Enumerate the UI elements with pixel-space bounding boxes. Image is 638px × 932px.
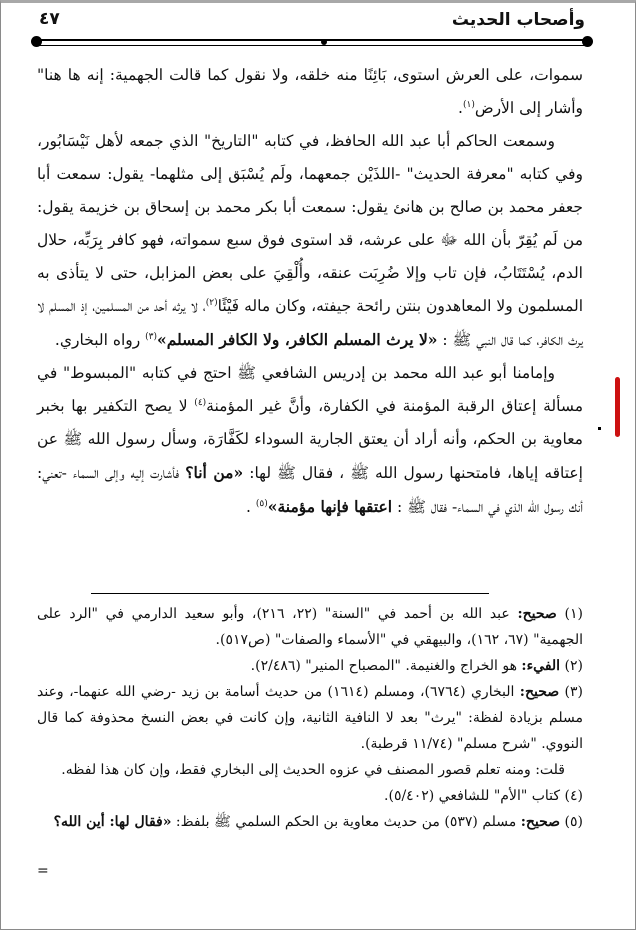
footnote-ref-1[interactable]: (١) — [462, 99, 475, 110]
main-text — [37, 59, 583, 524]
footnote-editor-note: قلت: ومنه تعلم قصور المصنف في عزوه الحديث إلى البخاري فقط، وإن كان هذا لفظه. — [61, 762, 565, 778]
hadith-question: «من أنا؟ — [185, 463, 244, 482]
paragraph-3: وإمامنا أبو عبد الله محمد بن إدريس الشافعي ﷺ احتج في كتابه "المبسوط" في مسألة إعتاق الرقبة المؤمنة في الكفارة، وأنَّ غير المؤمنة$^{(٤)}$ لا يصح التكفير بها بخبر معاوية بن الحكم، وأنه أراد أن يعتق الجارية السوداء لكَفَّارَة، وسأل رسول الله ﷺ عن إعتاقه إياها، فامتحنها رسول الله ﷺ ، فقال ﷺ لها: «من أنا؟ فأشارت إليه وإلى السماء -تعني: أنك رسول الله الذي في السماء- فقال ﷺ : اعتقها فإنها مؤمنة»$^{(٥)}$ . — [37, 364, 583, 516]
rule-ornament-left — [31, 36, 42, 47]
hadith-quote: «لا يرث المسلم الكافر، ولا الكافر المسلم» — [157, 330, 438, 349]
footnote-ref-3[interactable]: (٣) — [145, 331, 158, 342]
footnote-ref-4[interactable]: (٤) — [194, 397, 207, 408]
footnote-4: (٤) كتاب "الأم" للشافعي (٥/٤٠٢). — [384, 788, 583, 804]
running-title: وأصحاب الحديث — [451, 10, 585, 30]
footnote-1: (١) صحيح: عبد الله بن أحمد في "السنة" (٢٢، ٢١٦)، وأبو سعيد الدارمي في "الرد على الجهمية" (٦٧، ١٦٢)، والبيهقي في "الأسماء والصفات" (ص٥١٧). — [37, 606, 583, 648]
rule-ornament-middle — [321, 39, 327, 45]
footnotes — [37, 601, 583, 835]
continuation-mark: = — [37, 863, 49, 879]
paragraph-2: وسمعت الحاكم أبا عبد الله الحافظ، في كتابه "التاريخ" الذي جمعه لأهل نَيْسَابُور، وفي كتابه "معرفة الحديث" -اللذَيْن جمعهما، ولَم يُسْبَق إلى مثلهما- يقول: سمعت أبا جعفر محمد بن صالح بن هانئ يقول: سمعت أبا بكر محمد بن إسحاق بن خزيمة يقول: من لَم يُقِرّ بأن الله ﷻ على عرشه، قد استوى فوق سبع سمواته، فهو كافر بِرَبِّه، حلال الدم، يُسْتَتَابُ، فإن تاب وإلا ضُرِبَت عنقه، وأُلْقِيَ على بعض المزابل، حتى لا يتأذى به المسلمون ولا المعاهدون بنتن رائحة جيفته، وكان ماله فَيْئًا$^{(٢)}$، لا يرثه أحد من المسلمين، إذ المسلم لا يرث الكافر، كما قال النبي ﷺ : «لا يرث المسلم الكافر، ولا الكافر المسلم»$^{(٣)}$ رواه البخاري. — [37, 132, 584, 349]
footnote-3: (٣) صحيح: البخاري (٦٧٦٤)، ومسلم (١٦١٤) من حديث أسامة بن زيد -رضي الله عنهما-، وعند مسلم بزيادة لفظة: "يرث" بعد لا النافية الثانية، وإن كانت في بعض النسخ محذوفة كما قال النووي. "شرح مسلم" (١١/٧٤ قرطبة). — [37, 684, 584, 752]
header-rule — [33, 39, 591, 46]
page-number: ٤٧ — [39, 9, 60, 29]
reading-position-marker[interactable] — [615, 377, 620, 437]
footnote-separator — [91, 593, 489, 594]
paragraph-1: سموات، على العرش استوى، بَائِنًا منه خلقه، ولا نقول كما قالت الجهمية: إنه ها هنا" وأشار إلى الأرض$^{(١)}$. — [37, 66, 583, 117]
rule-ornament-right — [582, 36, 593, 47]
footnote-2: (٢) الفيء: هو الخراج والغنيمة. "المصباح المنير" (٢/٤٨٦). — [250, 658, 583, 674]
margin-dot — [598, 427, 601, 430]
footnote-5: (٥) صحيح: مسلم (٥٣٧) من حديث معاوية بن الحكم السلمي ﷺ بلفظ: «فقال لها: أين الله؟ — [53, 814, 583, 830]
hadith-quote-2: اعتقها فإنها مؤمنة» — [267, 497, 393, 516]
footnote-ref-5[interactable]: (٥) — [255, 498, 268, 509]
footnote-ref-2[interactable]: (٢) — [205, 297, 218, 308]
